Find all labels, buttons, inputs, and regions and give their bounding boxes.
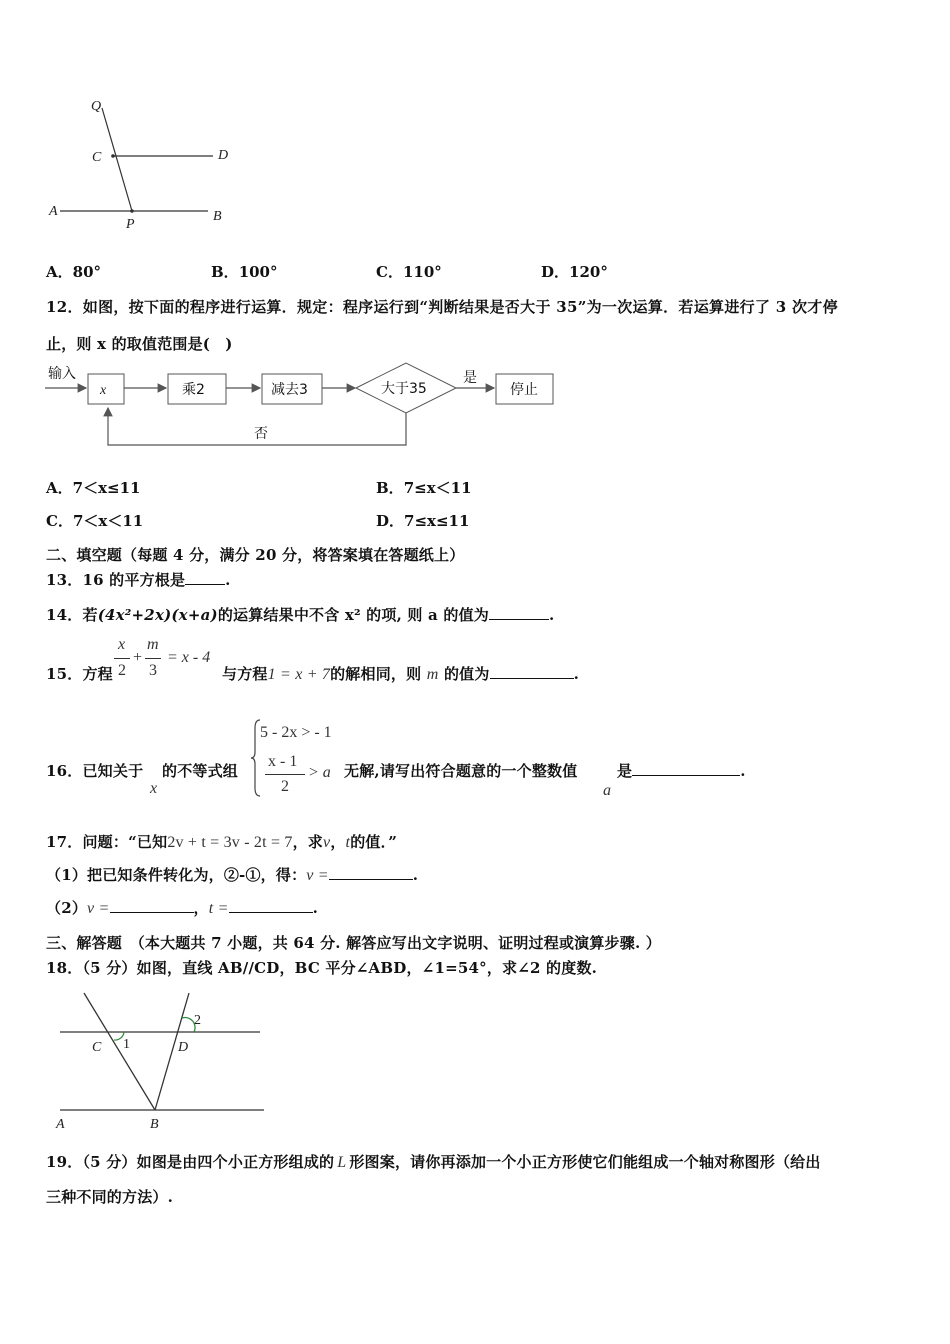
flow-input-label: 输入 [48, 366, 76, 382]
label-b: B [150, 1117, 159, 1132]
q12-option-d: D．7≤x≤11 [376, 512, 470, 530]
line-qp [102, 108, 132, 211]
q16-post: 无解,请写出符合题意的一个整数值 [344, 762, 578, 780]
flow-yes-label: 是 [463, 370, 477, 386]
label-c: C [92, 150, 102, 165]
q15-pre: 15．方程 [46, 665, 113, 683]
flow-no-label: 否 [254, 426, 268, 442]
label-b: B [213, 209, 222, 224]
flow-decision-label: 大于35 [381, 381, 427, 397]
q11-option-d: D．120° [541, 263, 608, 281]
q19-line2: 三种不同的方法）. [46, 1188, 174, 1206]
q17-part1: （1）把已知条件转化为，②-①，得：v = . [46, 866, 419, 884]
q16-answer-blank[interactable] [632, 761, 740, 776]
q14-expression: (4x²+2x)(x+a) [97, 606, 218, 624]
q12-stem-line1: 12．如图，按下面的程序进行运算．规定：程序运行到“判断结果是否大于 35”为一次运算．若运算进行了 3 次才停 [46, 298, 838, 316]
q13: 13．16 的平方根是 . [46, 571, 231, 589]
q17-part1-blank[interactable] [329, 865, 413, 880]
label-a: A [49, 204, 58, 219]
section-3-heading: 三、解答题 （本大题共 7 小题，共 64 分. 解答应写出文字说明、证明过程或演算步骤. ） [46, 934, 661, 952]
q16-var-a: a [603, 782, 611, 799]
q12-option-a: A．7＜x≤11 [46, 479, 141, 497]
point-p [130, 209, 134, 213]
q12-option-c: C．7＜x＜11 [46, 512, 144, 530]
label-d: D [218, 148, 229, 163]
label-c: C [92, 1040, 102, 1055]
flow-subtract: 减去3 [271, 382, 308, 398]
q18-figure [46, 985, 271, 1135]
q11-figure [40, 90, 250, 240]
q18-stem: 18．（5 分）如图，直线 AB//CD，BC 平分∠ABD，∠1=54°，求∠2 的度数. [46, 959, 598, 977]
flow-stop: 停止 [510, 382, 538, 398]
q15-rest: 与方程1 = x + 7的解相同，则 m 的值为 . [222, 665, 579, 683]
q12-option-b: B．7≤x＜11 [376, 479, 472, 497]
label-2: 2 [194, 1013, 201, 1028]
flow-x: x [100, 383, 107, 398]
label-d: D [178, 1040, 189, 1055]
q13-answer-blank[interactable] [185, 570, 225, 585]
q16-mid: 的不等式组 [162, 762, 239, 780]
q16-end: 是 . [617, 762, 746, 780]
label-a: A [56, 1117, 65, 1132]
q12-flowchart [40, 360, 570, 455]
label-q: Q [91, 99, 102, 114]
q16-pre: 16．已知关于 [46, 762, 144, 780]
section-2-heading: 二、填空题（每题 4 分，满分 20 分，将答案填在答题纸上） [46, 546, 465, 564]
q16-system: 5 - 2x > - 1 x - 1 2 > a [250, 718, 345, 798]
flow-multiply: 乘2 [182, 382, 205, 398]
label-1: 1 [123, 1037, 130, 1052]
q14-answer-blank[interactable] [489, 605, 549, 620]
q11-option-a: A．80° [46, 263, 102, 281]
q11-option-b: B．100° [211, 263, 278, 281]
q12-stem-line2: 止，则 x 的取值范围是( ) [46, 335, 233, 353]
label-p: P [126, 217, 135, 232]
q19-line1: 19．（5 分）如图是由四个小正方形组成的 L 形图案，请你再添加一个小正方形使它们能组成一个轴对称图形（给出 [46, 1153, 821, 1171]
point-c [111, 154, 115, 158]
q17-v-blank[interactable] [110, 898, 194, 913]
q14: 14．若(4x²+2x)(x+a)的运算结果中不含 x² 的项, 则 a 的值为 . [46, 606, 555, 624]
q11-option-c: C．110° [376, 263, 442, 281]
q17-stem: 17．问题：“已知2v + t = 3v - 2t = 7，求v，t的值．” [46, 833, 398, 851]
q15-equation: x 2 + m 3 = x - 4 [112, 636, 222, 686]
q17-part2: （2）v = ，t = . [46, 899, 319, 917]
q15-answer-blank[interactable] [490, 664, 574, 679]
q16-var-x: x [150, 780, 158, 797]
q17-t-blank[interactable] [229, 898, 313, 913]
